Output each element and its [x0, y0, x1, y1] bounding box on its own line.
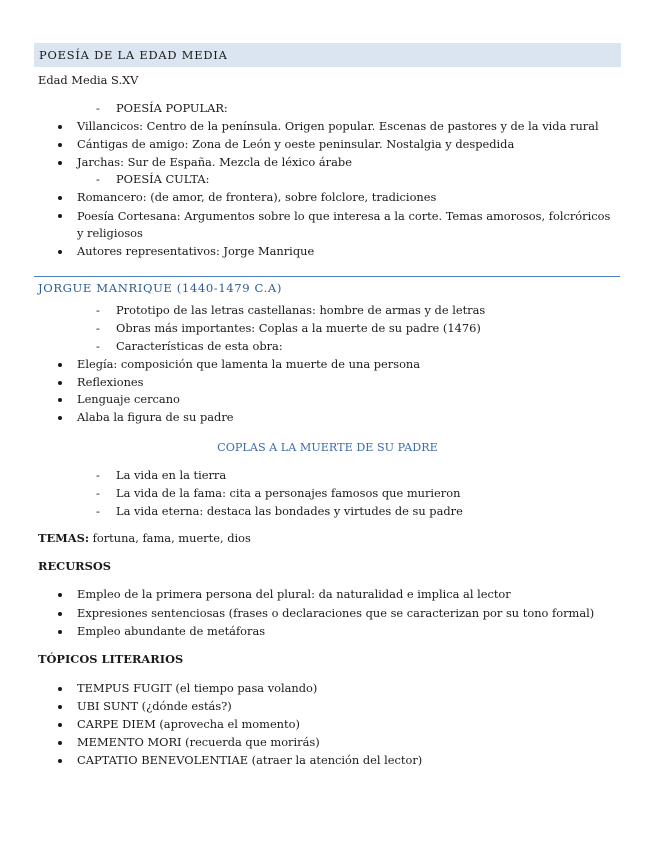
dash-item: - La vida eterna: destaca las bondades y virtudes de su padre [96, 504, 463, 518]
dash-marker: - [96, 486, 100, 500]
dash-marker: - [96, 339, 100, 353]
bullet-icon [58, 741, 62, 745]
bullet-icon [58, 630, 62, 634]
bullet-icon [58, 612, 62, 616]
bullet-icon [58, 705, 62, 709]
bullet-icon [58, 214, 62, 218]
bullet-icon [58, 381, 62, 385]
bullet-icon [58, 759, 62, 763]
list-item: Poesía Cortesana: Argumentos sobre lo que interesa a la corte. Temas amorosos, folcróricos y religiosos [58, 208, 618, 242]
dash-item: - Características de esta obra: [96, 339, 283, 353]
dash-marker: - [96, 504, 100, 518]
bullet-icon [58, 687, 62, 691]
temas-line [38, 531, 251, 545]
coplas-title: COPLAS A LA MUERTE DE SU PADRE [217, 441, 438, 454]
dash-item-culta: - POESÍA CULTA: [96, 172, 210, 186]
bullet-icon [58, 125, 62, 129]
bullet-icon [58, 143, 62, 147]
dash-marker: - [96, 303, 100, 317]
topicos-heading: TÓPICOS LITERARIOS [38, 652, 184, 666]
intro-text: Edad Media S.XV [38, 73, 139, 87]
dash-item: - Prototipo de las letras castellanas: hombre de armas y de letras [96, 303, 486, 317]
section-heading-manrique: JORGUE MANRIQUE (1440-1479 C.A) [38, 281, 282, 295]
dash-item: - La vida en la tierra [96, 468, 227, 482]
dash-marker: - [96, 172, 100, 186]
bullet-icon [58, 723, 62, 727]
recursos-heading: RECURSOS [38, 559, 111, 573]
dash-item-popular: - POESÍA POPULAR: [96, 101, 228, 115]
bullet-icon [58, 398, 62, 402]
bullet-icon [58, 161, 62, 165]
document-page: POESÍA DE LA EDAD MEDIA Edad Media S.XV - POESÍA POPULAR: Villancicos: Centro de la península. Origen popular. Escenas de pastores y de la vida rural Cántigas de amigo: Zona de León y oeste peninsular. Nostalgia y despedida Jarchas: Sur de España. Mezcla de léxico árabe - POESÍA CULTA: Romancero: (de amor, de frontera), sobre folclore, tradiciones Poesía Cortesana: Argumentos sobre lo que interesa a la corte. Temas amorosos, folcróricos y religiosos Autores representativos: Jorge Manrique JORGUE MANRIQUE (1440-1479 C.A) - Prototipo de las letras castellanas: hombre de armas y de letras - Obras más importantes: Coplas a la muerte de su padre (1476) - Características de esta obra: Elegía: composición que lamenta la muerte de una persona Reflexiones Lenguaje cercano Alaba la figura de su padre COPLAS A LA MUERTE DE SU PADRE - La vida en la tierra - La vida de la fama: cita a personajes famosos que murieron - La vida eterna: destaca las bondades y virtudes de su padre TEMAS: fortuna, fama, muerte, dios RECURSOS Empleo de la primera persona del plural: da naturalidad e implica al lector Expresiones sentenciosas (frases o declaraciones que se caracterizan por su tono formal) Empleo abundante de metáforas TÓPICOS LITERARIOS TEMPUS FUGIT (el tiempo pasa volando) UBI SUNT (¿dónde estás?) CARPE DIEM (aprovecha el momento) MEMENTO MORI (recuerda que morirás) CAPTATIO BENEVOLENTIAE (atraer la atención del lector) [0, 0, 655, 848]
dash-item: - Obras más importantes: Coplas a la muerte de su padre (1476) [96, 321, 481, 335]
bullet-icon [58, 196, 62, 200]
bullet-icon [58, 416, 62, 420]
dash-marker: - [96, 321, 100, 335]
dash-item: - La vida de la fama: cita a personajes famosos que murieron [96, 486, 461, 500]
temas-text: fortuna, fama, muerte, dios [89, 531, 251, 545]
section-heading-edad-media: POESÍA DE LA EDAD MEDIA [39, 48, 228, 62]
temas-label: TEMAS: [38, 531, 90, 545]
bullet-icon [58, 593, 62, 597]
bullet-icon [58, 363, 62, 367]
bullet-icon [58, 250, 62, 254]
dash-marker: - [96, 101, 100, 115]
section-divider [34, 276, 620, 277]
dash-marker: - [96, 468, 100, 482]
